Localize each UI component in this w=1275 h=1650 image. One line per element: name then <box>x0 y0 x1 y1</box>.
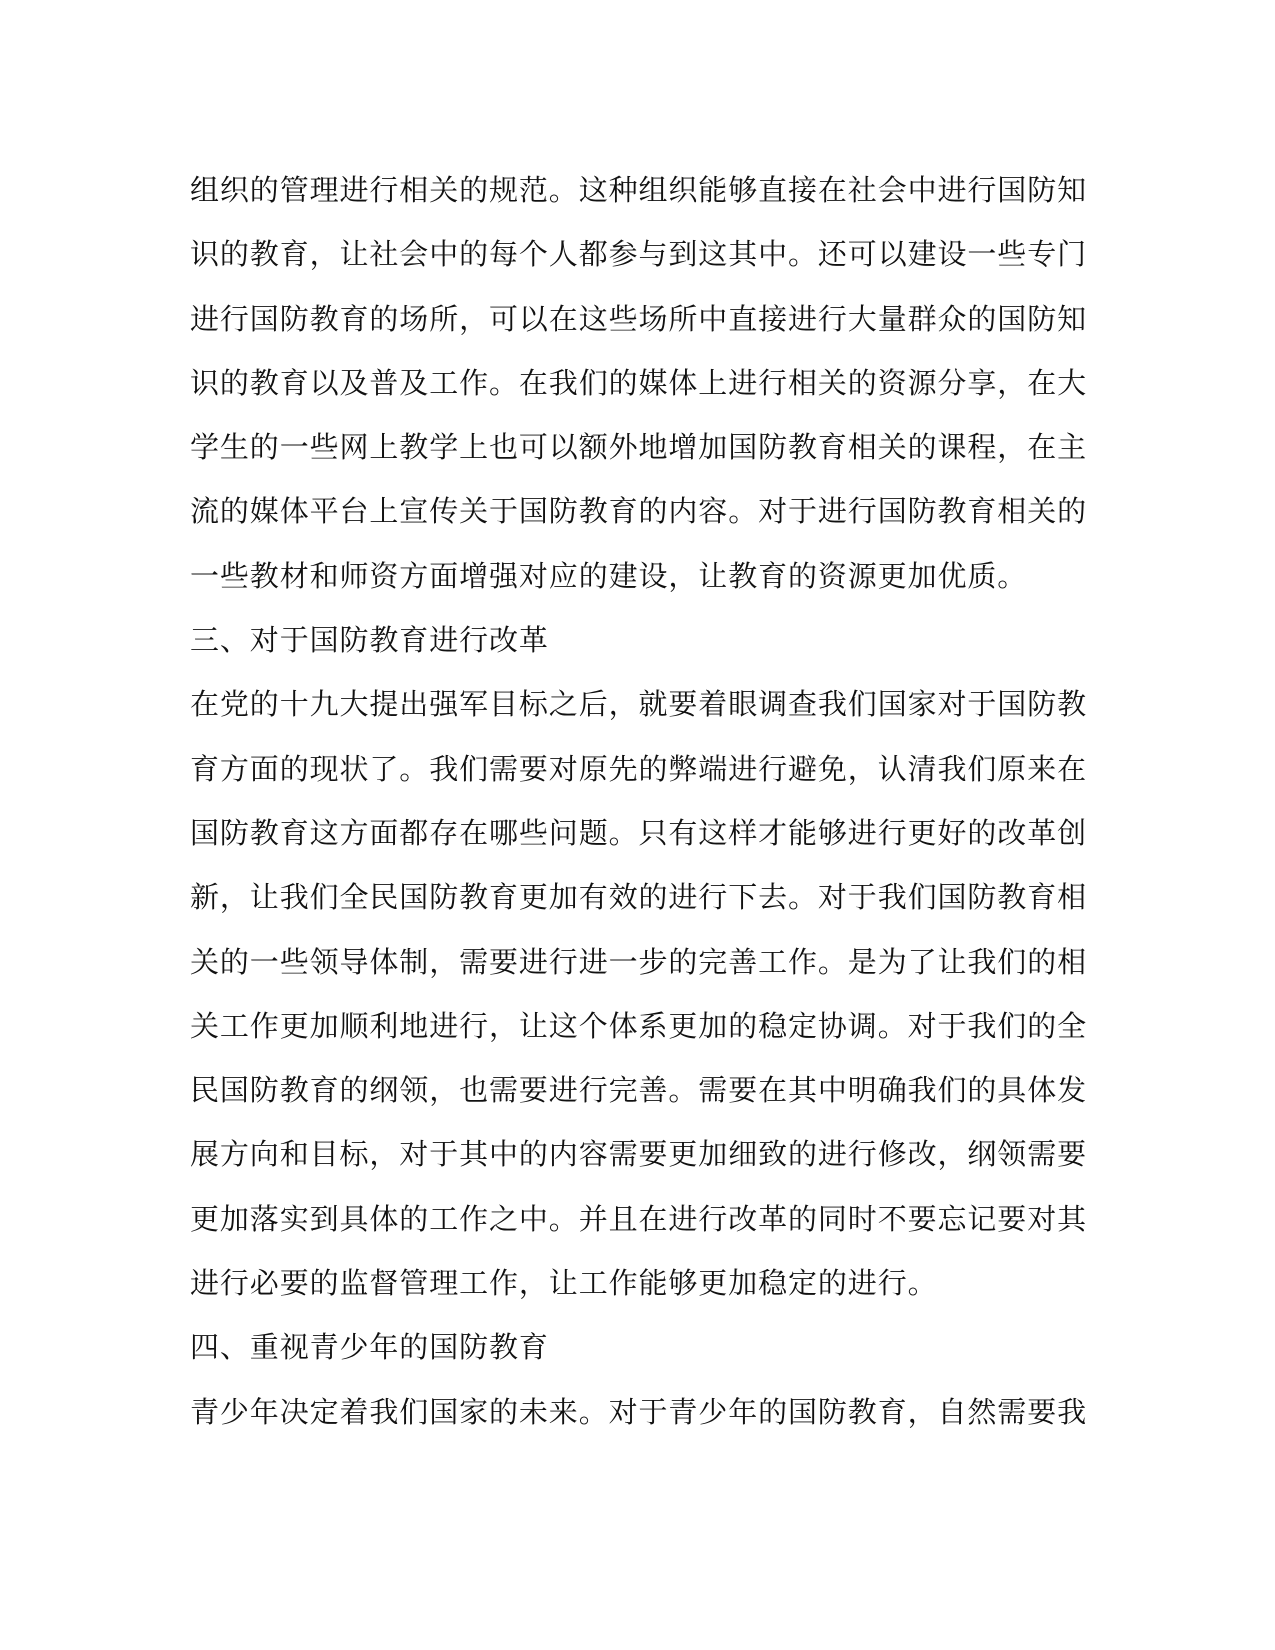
body-line: 关的一些领导体制，需要进行进一步的完善工作。是为了让我们的相 <box>190 944 1088 979</box>
section-heading: 四、重视青少年的国防教育 <box>190 1330 549 1365</box>
body-line: 展方向和目标，对于其中的内容需要更加细致的进行修改，纲领需要 <box>190 1137 1088 1172</box>
body-line: 新，让我们全民国防教育更加有效的进行下去。对于我们国防教育相 <box>190 880 1088 915</box>
body-line: 关工作更加顺利地进行，让这个体系更加的稳定协调。对于我们的全 <box>190 1008 1088 1043</box>
body-line: 识的教育，让社会中的每个人都参与到这其中。还可以建设一些专门 <box>190 237 1088 272</box>
body-line: 育方面的现状了。我们需要对原先的弊端进行避免，认清我们原来在 <box>190 751 1088 786</box>
body-line: 国防教育这方面都存在哪些问题。只有这样才能够进行更好的改革创 <box>190 815 1088 850</box>
body-line: 识的教育以及普及工作。在我们的媒体上进行相关的资源分享，在大 <box>190 365 1088 400</box>
body-line: 进行必要的监督管理工作，让工作能够更加稳定的进行。 <box>190 1266 938 1301</box>
body-line: 一些教材和师资方面增强对应的建设，让教育的资源更加优质。 <box>190 558 1028 593</box>
body-line: 在党的十九大提出强军目标之后，就要着眼调查我们国家对于国防教 <box>190 687 1088 722</box>
document-body <box>190 158 1088 1444</box>
body-line: 民国防教育的纲领，也需要进行完善。需要在其中明确我们的具体发 <box>190 1073 1088 1108</box>
body-line: 青少年决定着我们国家的未来。对于青少年的国防教育，自然需要我 <box>190 1394 1088 1429</box>
body-line: 组织的管理进行相关的规范。这种组织能够直接在社会中进行国防知 <box>190 173 1088 207</box>
section-heading: 三、对于国防教育进行改革 <box>190 623 549 658</box>
body-line: 进行国防教育的场所，可以在这些场所中直接进行大量群众的国防知 <box>190 301 1088 336</box>
body-line: 流的媒体平台上宣传关于国防教育的内容。对于进行国防教育相关的 <box>190 494 1088 529</box>
body-line: 更加落实到具体的工作之中。并且在进行改革的同时不要忘记要对其 <box>190 1201 1088 1236</box>
body-line: 学生的一些网上教学上也可以额外地增加国防教育相关的课程，在主 <box>190 430 1088 465</box>
